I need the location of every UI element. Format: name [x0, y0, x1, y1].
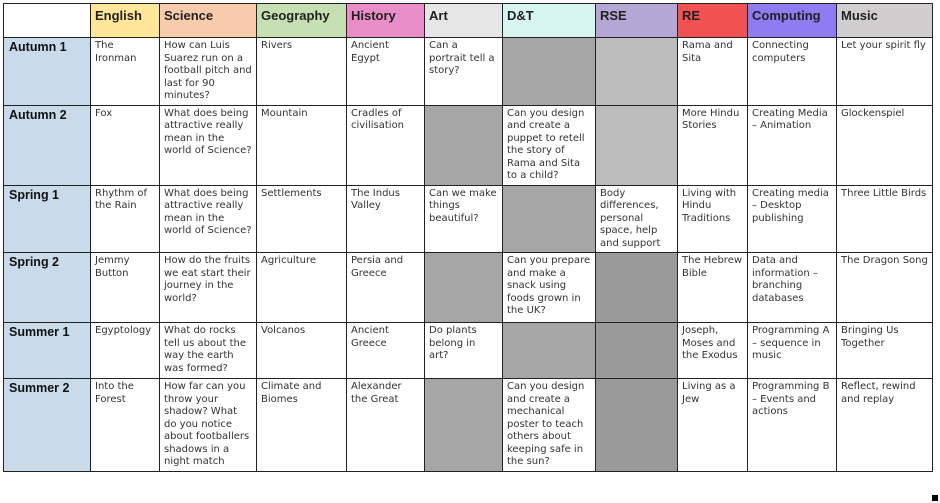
term-label: Spring 2 [4, 253, 91, 323]
table-cell [596, 323, 678, 379]
header-music: Music [837, 4, 933, 38]
table-cell: Programming A – sequence in music [748, 323, 837, 379]
table-cell: Rivers [257, 38, 347, 106]
table-cell: What do rocks tell us about the way the earth was formed? [160, 323, 257, 379]
table-cell: Egyptology [91, 323, 160, 379]
table-cell: Jemmy Button [91, 253, 160, 323]
table-cell: Programming B – Events and actions [748, 379, 837, 472]
table-cell: Connecting computers [748, 38, 837, 106]
table-cell: Living with Hindu Traditions [678, 185, 748, 253]
table-cell: Data and information – branching databases [748, 253, 837, 323]
table-cell: Alexander the Great [347, 379, 425, 472]
table-cell: Climate and Biomes [257, 379, 347, 472]
table-cell [425, 379, 503, 472]
table-cell: How can Luis Suarez run on a football pitch and last for 90 minutes? [160, 38, 257, 106]
term-label: Summer 2 [4, 379, 91, 472]
header-history: History [347, 4, 425, 38]
table-cell [596, 105, 678, 185]
header-geography: Geography [257, 4, 347, 38]
term-label: Summer 1 [4, 323, 91, 379]
table-cell: Rhythm of the Rain [91, 185, 160, 253]
header-computing: Computing [748, 4, 837, 38]
table-cell: Glockenspiel [837, 105, 933, 185]
table-cell: How far can you throw your shadow? What do you notice about footballers shadows in a night match [160, 379, 257, 472]
table-cell [503, 38, 596, 106]
table-cell: How do the fruits we eat start their journey in the world? [160, 253, 257, 323]
table-body [4, 38, 933, 472]
table-cell [503, 185, 596, 253]
header-re: RE [678, 4, 748, 38]
term-label: Autumn 1 [4, 38, 91, 106]
table-cell: Bringing Us Together [837, 323, 933, 379]
table-cell [425, 105, 503, 185]
table-cell: The Ironman [91, 38, 160, 106]
table-cell: Creating media – Desktop publishing [748, 185, 837, 253]
table-cell: Let your spirit fly [837, 38, 933, 106]
table-cell: Volcanos [257, 323, 347, 379]
header-art: Art [425, 4, 503, 38]
table-cell: Creating Media – Animation [748, 105, 837, 185]
table-cell [596, 38, 678, 106]
header-rse: RSE [596, 4, 678, 38]
table-cell: Joseph, Moses and the Exodus [678, 323, 748, 379]
table-cell: More Hindu Stories [678, 105, 748, 185]
table-row [4, 38, 933, 106]
table-cell: Cradles of civilisation [347, 105, 425, 185]
table-cell: Ancient Egypt [347, 38, 425, 106]
header-row [4, 4, 933, 38]
table-cell: Rama and Sita [678, 38, 748, 106]
table-cell: Can you design and create a mechanical poster to teach others about keeping safe in the sun? [503, 379, 596, 472]
table-cell: Mountain [257, 105, 347, 185]
table-cell: The Indus Valley [347, 185, 425, 253]
table-cell: Reflect, rewind and replay [837, 379, 933, 472]
term-label: Spring 1 [4, 185, 91, 253]
table-cell [503, 323, 596, 379]
corner-header [4, 4, 91, 38]
table-cell: Three Little Birds [837, 185, 933, 253]
table-cell: Settlements [257, 185, 347, 253]
header-science: Science [160, 4, 257, 38]
table-cell: Can a portrait tell a story? [425, 38, 503, 106]
table-row [4, 105, 933, 185]
table-cell: Can we make things beautiful? [425, 185, 503, 253]
table-cell: Can you prepare and make a snack using foods grown in the UK? [503, 253, 596, 323]
table-cell: Living as a Jew [678, 379, 748, 472]
term-label: Autumn 2 [4, 105, 91, 185]
table-cell: What does being attractive really mean in the world of Science? [160, 105, 257, 185]
table-cell [425, 253, 503, 323]
table-cell: Agriculture [257, 253, 347, 323]
table-cell: Persia and Greece [347, 253, 425, 323]
table-cell: What does being attractive really mean in the world of Science? [160, 185, 257, 253]
table-cell: Ancient Greece [347, 323, 425, 379]
table-row [4, 253, 933, 323]
header-dt: D&T [503, 4, 596, 38]
end-marker [932, 495, 938, 501]
table-cell: Fox [91, 105, 160, 185]
table-cell [596, 253, 678, 323]
table-cell: Body differences, personal space, help and support [596, 185, 678, 253]
curriculum-table-frame [3, 3, 933, 472]
table-cell: Into the Forest [91, 379, 160, 472]
table-cell: The Hebrew Bible [678, 253, 748, 323]
table-row [4, 323, 933, 379]
table-cell [596, 379, 678, 472]
header-english: English [91, 4, 160, 38]
table-cell: The Dragon Song [837, 253, 933, 323]
table-row [4, 185, 933, 253]
table-row [4, 379, 933, 472]
table-cell: Can you design and create a puppet to retell the story of Rama and Sita to a child? [503, 105, 596, 185]
curriculum-table [3, 3, 933, 472]
table-cell: Do plants belong in art? [425, 323, 503, 379]
